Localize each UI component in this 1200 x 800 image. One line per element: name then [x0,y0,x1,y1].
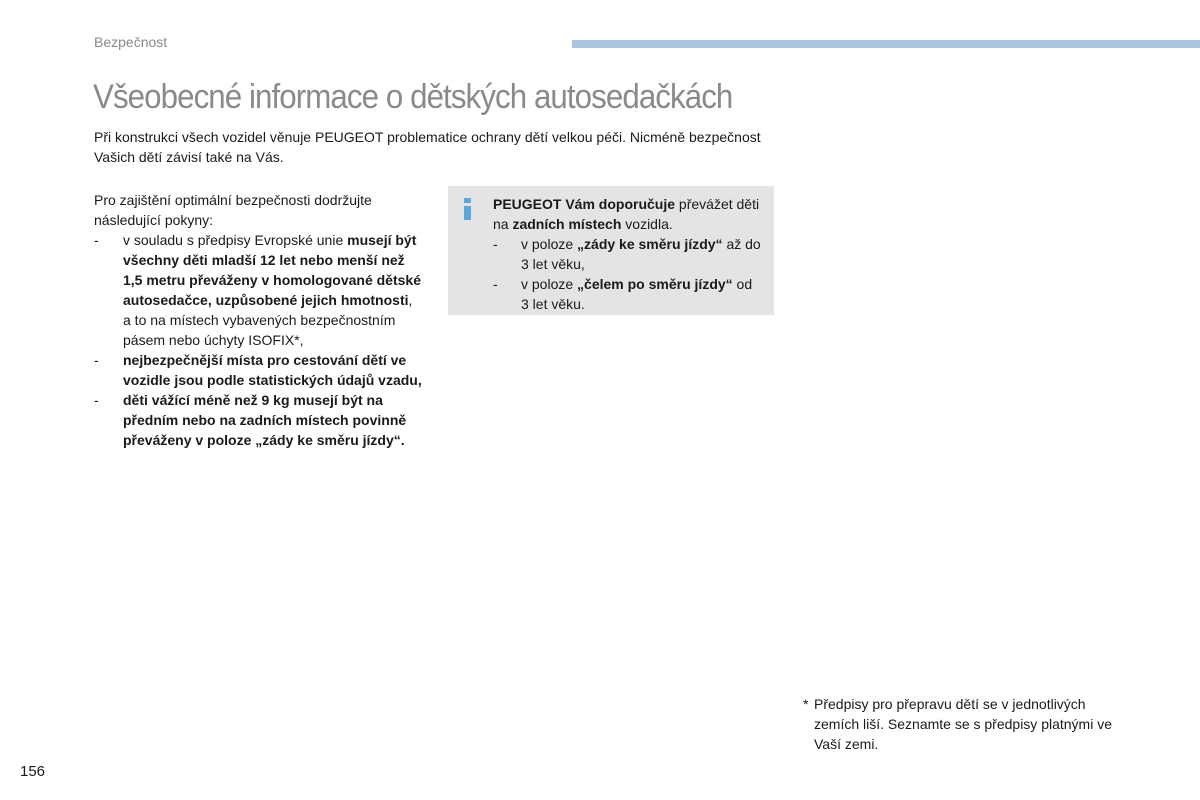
list-dash: - [94,352,99,368]
footnote-text: Předpisy pro přepravu dětí se v jednotlivých zemích liší. Seznamte se s předpisy platnými ve Vaší zemi. [814,696,1113,752]
info-text: vozidla. [621,216,673,232]
info-icon [464,198,472,220]
list-dash: - [94,392,99,408]
footnote-marker: * [803,696,809,712]
list-dash: - [493,276,498,292]
info-text: od 3 let věku. [521,276,753,312]
list-dash: - [493,236,498,252]
list-item [493,274,763,314]
section-label: Bezpečnost [94,34,168,50]
page-title: Všeobecné informace o dětských autosedačkách [93,78,733,116]
list-item-bold: musejí být všechny děti mladší 12 let nebo menší než 1,5 metru převáženy v homologované dětské autosedačce, uzpůsobené jejich hmotnosti [123,232,421,308]
info-text: v poloze [521,236,578,252]
list-item-bold: nejbezpečnější místa pro cestování dětí ve vozidle jsou podle statistických údajů vzadu, [123,352,422,388]
info-text: převážet děti na [493,196,760,232]
info-bold: zadních místech [512,216,622,232]
info-text: až do 3 let věku, [521,236,761,272]
list-item [94,390,424,450]
info-box-text [493,194,763,314]
safety-instructions-list [94,230,424,450]
info-bold: „zády ke směru jízdy“ [577,236,723,252]
info-text: v poloze [521,276,578,292]
list-item [493,234,763,274]
info-box-intro [493,194,763,234]
list-item [94,350,424,390]
list-item [94,230,424,350]
list-item-text: v souladu s předpisy Evropské unie [123,232,348,248]
info-box-list [493,234,763,314]
info-bold: PEUGEOT Vám doporučuje [493,196,676,212]
left-lead-text: Pro zajištění optimální bezpečnosti dodržujte následující pokyny: [94,192,372,228]
list-item-text: , a to na místech vybavených bezpečnostním pásem nebo úchyty ISOFIX*, [123,292,413,348]
footnote [803,694,1133,754]
info-bold: „čelem po směru jízdy“ [577,276,733,292]
list-dash: - [94,232,99,248]
list-item-bold: děti vážící méně než 9 kg musejí být na předním nebo na zadních místech povinně převáženy v poloze „zády ke směru jízdy“. [123,392,407,448]
recommendation-info-box [448,186,774,315]
page-number: 156 [20,763,46,780]
intro-paragraph: Při konstrukci všech vozidel věnuje PEUGEOT problematice ochrany dětí velkou péči. Nicméně bezpečnost Vašich dětí závisí také na Vás. [94,129,761,165]
header-accent-bar [572,40,1200,48]
